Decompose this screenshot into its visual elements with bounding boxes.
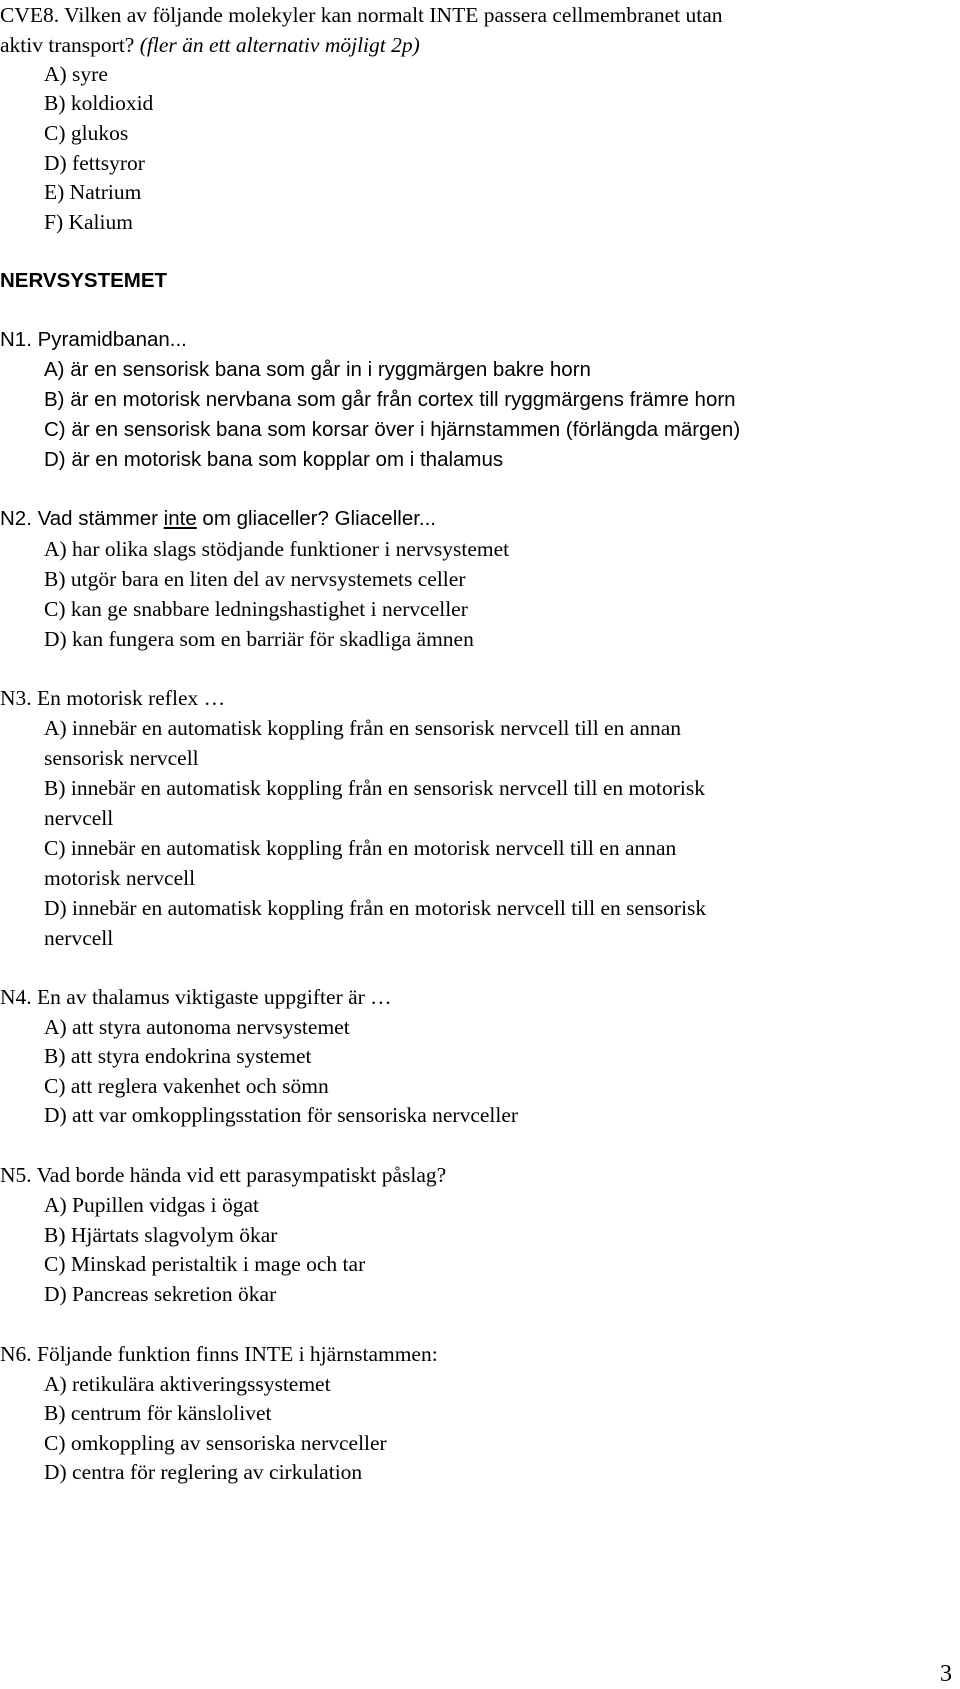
option-n3-c: C) innebär en automatisk koppling från en motorisk nervcell till en annan	[44, 836, 677, 860]
option-cve8-f: F) Kalium	[44, 210, 133, 234]
option-n5-c: C) Minskad peristaltik i mage och tar	[44, 1252, 366, 1276]
option-cve8-a: A) syre	[44, 62, 108, 86]
option-n3-a: A) innebär en automatisk koppling från en sensorisk nervcell till en annan	[44, 716, 682, 740]
option-n4-d: D) att var omkopplingsstation för sensoriska nervceller	[44, 1103, 519, 1127]
option-n3-a-cont: sensorisk nervcell	[44, 746, 199, 770]
option-n1-c: C) är en sensorisk bana som korsar över i hjärnstammen (förlängda märgen)	[44, 418, 741, 441]
option-cve8-d: D) fettsyror	[44, 151, 145, 175]
option-n5-a: A) Pupillen vidgas i ögat	[44, 1193, 259, 1217]
option-n6-a: A) retikulära aktiveringssystemet	[44, 1372, 331, 1396]
option-n3-b-cont: nervcell	[44, 806, 114, 830]
option-n5-d: D) Pancreas sekretion ökar	[44, 1282, 277, 1306]
option-n6-d: D) centra för reglering av cirkulation	[44, 1460, 363, 1484]
option-n3-d-cont: nervcell	[44, 926, 114, 950]
page-number: 3	[940, 1661, 952, 1687]
question-cve8-note: (fler än ett alternativ möjligt 2p)	[139, 33, 420, 57]
option-n1-d: D) är en motorisk bana som kopplar om i thalamus	[44, 448, 504, 471]
option-n6-c: C) omkoppling av sensoriska nervceller	[44, 1431, 387, 1455]
question-n3: N3. En motorisk reflex …	[0, 686, 226, 710]
option-cve8-e: E) Natrium	[44, 180, 142, 204]
option-n4-c: C) att reglera vakenhet och sömn	[44, 1074, 329, 1098]
option-n4-a: A) att styra autonoma nervsystemet	[44, 1015, 350, 1039]
section-heading: NERVSYSTEMET	[0, 269, 168, 292]
question-cve8-line1: CVE8. Vilken av följande molekyler kan normalt INTE passera cellmembranet utan	[0, 3, 723, 27]
question-n1: N1. Pyramidbanan...	[0, 328, 187, 351]
question-n2	[0, 506, 436, 532]
question-cve8-line2	[0, 32, 420, 58]
question-n2-pre: N2. Vad stämmer	[0, 507, 164, 530]
option-cve8-c: C) glukos	[44, 121, 129, 145]
question-n2-emphasis: inte	[163, 507, 197, 530]
option-n5-b: B) Hjärtats slagvolym ökar	[44, 1223, 278, 1247]
question-n4: N4. En av thalamus viktigaste uppgifter är …	[0, 985, 392, 1009]
option-n4-b: B) att styra endokrina systemet	[44, 1044, 312, 1068]
option-n2-b: B) utgör bara en liten del av nervsystemets celler	[44, 567, 466, 591]
option-n2-d: D) kan fungera som en barriär för skadliga ämnen	[44, 627, 474, 651]
option-n3-d: D) innebär en automatisk koppling från en motorisk nervcell till en sensorisk	[44, 896, 707, 920]
option-n3-c-cont: motorisk nervcell	[44, 866, 196, 890]
option-n6-b: B) centrum för känslolivet	[44, 1401, 272, 1425]
option-n3-b: B) innebär en automatisk koppling från en sensorisk nervcell till en motorisk	[44, 776, 705, 800]
question-n2-post: om gliaceller? Gliaceller...	[196, 507, 436, 530]
option-n1-a: A) är en sensorisk bana som går in i ryggmärgen bakre horn	[44, 358, 591, 381]
option-n2-c: C) kan ge snabbare ledningshastighet i nervceller	[44, 597, 468, 621]
option-n1-b: B) är en motorisk nervbana som går från cortex till ryggmärgens främre horn	[44, 388, 736, 411]
option-cve8-b: B) koldioxid	[44, 91, 154, 115]
question-n5: N5. Vad borde hända vid ett parasympatiskt påslag?	[0, 1163, 447, 1187]
question-cve8-text: aktiv transport?	[0, 33, 140, 57]
question-n6: N6. Följande funktion finns INTE i hjärnstammen:	[0, 1342, 438, 1366]
option-n2-a: A) har olika slags stödjande funktioner i nervsystemet	[44, 537, 510, 561]
